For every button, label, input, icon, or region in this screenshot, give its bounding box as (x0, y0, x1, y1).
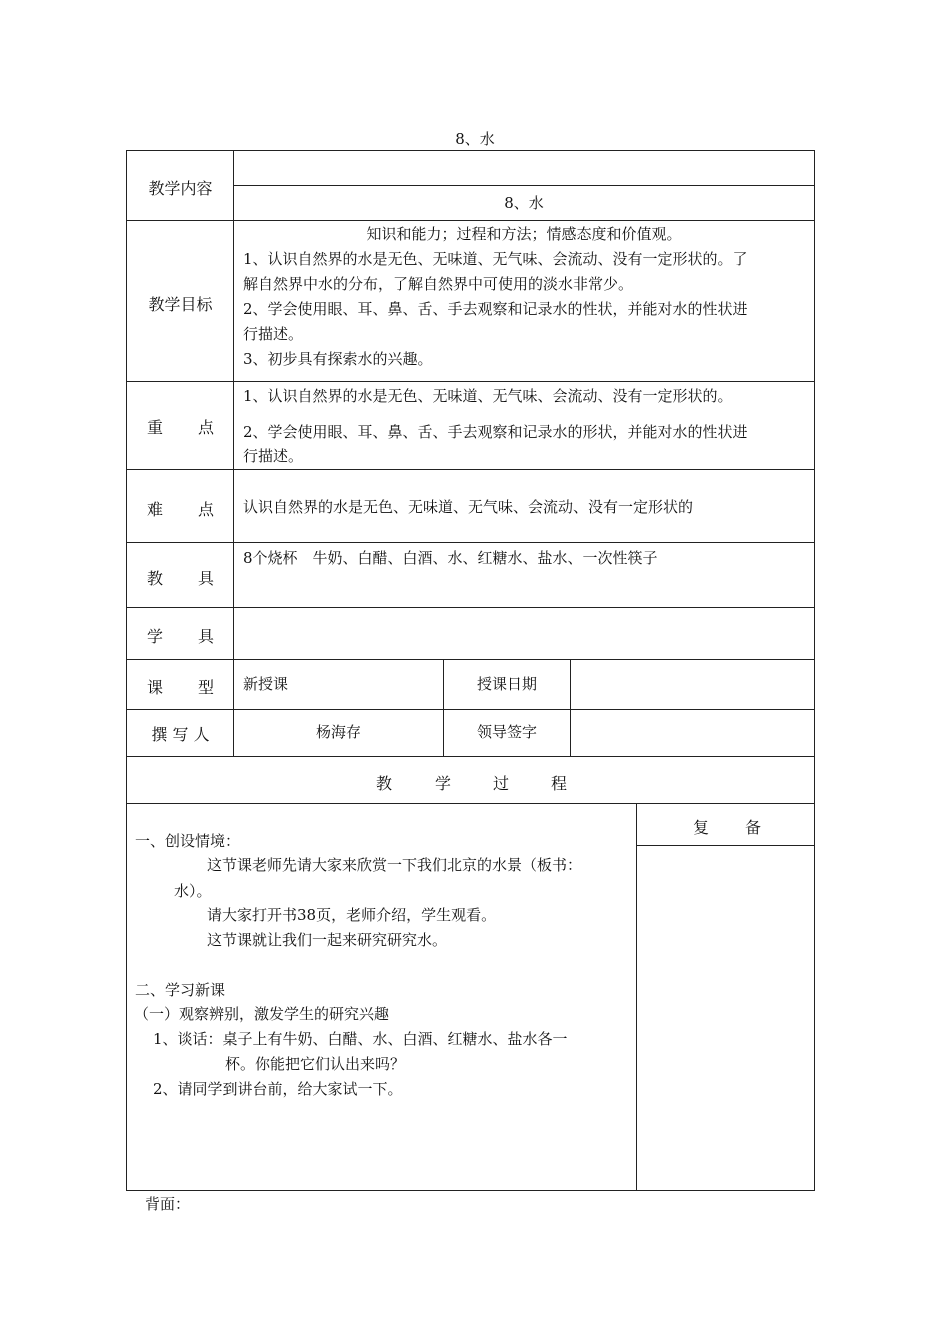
difficulty-label-1: 难 (147, 500, 164, 519)
review-column-divider (636, 803, 637, 1191)
goals-label: 教学目标 (148, 295, 213, 314)
table-border-top (126, 150, 815, 151)
process-line: 1、谈话：桌子上有牛奶、白醋、水、白酒、红糖水、盐水各一 (153, 1030, 568, 1048)
process-header-char: 教 (376, 774, 393, 793)
process-header-char: 程 (551, 774, 568, 793)
lesson-type-label-1: 课 (147, 678, 164, 697)
difficulty-value: 认识自然界的水是无色、无味道、无气味、会流动、没有一定形状的 (243, 498, 694, 516)
subsection-heading: （一）观察辨别，激发学生的研究兴趣 (134, 1005, 390, 1023)
difficulty-label-2: 点 (198, 500, 215, 519)
row-divider (233, 185, 815, 186)
row-divider (126, 659, 815, 660)
key-points-label-1: 重 (147, 418, 164, 437)
process-header-char: 过 (493, 774, 510, 793)
review-header-divider (636, 845, 815, 846)
author-value: 杨海存 (315, 723, 361, 741)
key-points-label-2: 点 (198, 418, 215, 437)
process-line: 杯。你能把它们认出来吗？ (225, 1055, 406, 1073)
table-border-bottom (126, 1190, 815, 1191)
key-points-line: 1、认识自然界的水是无色、无味道、无气味、会流动、没有一定形状的。 (243, 387, 733, 405)
teaching-aids-label-2: 具 (198, 569, 215, 588)
section-heading: 二、学习新课 (135, 981, 226, 999)
teaching-aids-value: 8个烧杯 牛奶、白醋、白酒、水、红糖水、盐水、一次性筷子 (243, 549, 658, 567)
goals-line: 2、学会使用眼、耳、鼻、舌、手去观察和记录水的性状，并能对水的性状进 (243, 300, 748, 318)
process-line: 水）。 (174, 882, 212, 900)
lesson-type-value: 新授课 (243, 675, 289, 693)
process-line: 这节课就让我们一起来研究研究水。 (207, 931, 448, 949)
goals-heading: 知识和能力；过程和方法；情感态度和价值观。 (366, 225, 682, 243)
row-divider (126, 756, 815, 757)
page-title: 8、水 (455, 130, 495, 148)
review-header-char: 备 (745, 818, 762, 837)
footer-note: 背面： (145, 1195, 191, 1213)
key-points-line: 2、学会使用眼、耳、鼻、舌、手去观察和记录水的形状，并能对水的性状进 (243, 423, 748, 441)
author-label: 撰 写 人 (151, 725, 210, 744)
table-border-right (814, 150, 815, 1191)
goals-line: 行描述。 (243, 325, 304, 343)
row-divider (126, 469, 815, 470)
student-aids-label-2: 具 (198, 627, 215, 646)
goals-line: 3、初步具有探索水的兴趣。 (243, 350, 433, 368)
row-divider (126, 381, 815, 382)
process-line: 这节课老师先请大家来欣赏一下我们北京的水景（板书： (207, 856, 583, 874)
teaching-aids-label-1: 教 (147, 569, 164, 588)
row-divider (126, 607, 815, 608)
key-points-line: 行描述。 (243, 447, 304, 465)
process-line: 2、请同学到讲台前，给大家试一下。 (153, 1080, 403, 1098)
goals-line: 解自然界中水的分布，了解自然界中可使用的淡水非常少。 (243, 275, 634, 293)
content-value: 8、水 (504, 194, 544, 212)
goals-line: 1、认识自然界的水是无色、无味道、无气味、会流动、没有一定形状的。了 (243, 250, 748, 268)
row-divider (126, 709, 815, 710)
lesson-type-label-2: 型 (198, 678, 215, 697)
column-divider (570, 659, 571, 756)
row-divider (126, 803, 815, 804)
student-aids-label-1: 学 (147, 627, 164, 646)
row-divider (126, 542, 815, 543)
row-divider (126, 220, 815, 221)
process-header-char: 学 (435, 774, 452, 793)
process-line: 请大家打开书38页，老师介绍，学生观看。 (207, 906, 497, 924)
lesson-date-label: 授课日期 (476, 675, 537, 693)
content-label: 教学内容 (148, 179, 213, 198)
leader-sign-label: 领导签字 (476, 723, 537, 741)
review-header-char: 复 (693, 818, 710, 837)
section-heading: 一、创设情境： (135, 832, 241, 850)
